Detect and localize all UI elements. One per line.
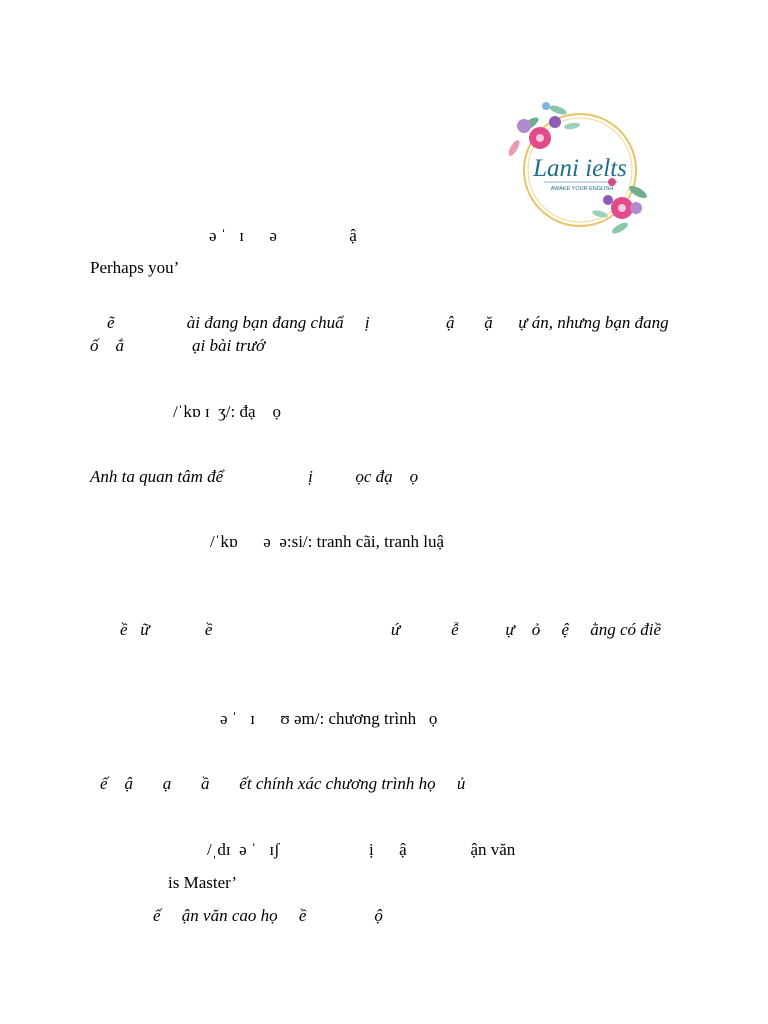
logo-graphic: [500, 96, 656, 246]
phonetic-line-1: ə ˈ ɪ ə ậ: [209, 226, 357, 245]
lani-ielts-logo: [500, 96, 656, 246]
logo-brand-text: Lani ielts: [533, 155, 627, 182]
leaf-icon: [564, 122, 581, 131]
flower-icon: [542, 102, 550, 110]
phonetic-line-2: /ˈkɒ ɪ ʒ/: đạ ọ: [173, 402, 282, 421]
flower-icon: [517, 119, 531, 133]
flower-icon: [630, 202, 642, 214]
phonetic-line-5: /ˌdɪ ə ˈ ɪʃ ị ậ ận văn: [207, 840, 516, 859]
translation-line-2: ố ắ ại bài trướ: [90, 336, 266, 355]
leaf-icon: [506, 138, 521, 157]
flower-icon: [603, 195, 613, 205]
translation-line-1: ẽ ài đang bạn đang chuẩ ị ậ ặ ự án, nhưng bạn đang: [90, 313, 669, 332]
translation-line-6: ế ận văn cao họ ề ộ: [153, 906, 383, 925]
example-line-1: Perhaps you’: [90, 258, 180, 277]
phonetic-line-3: /ˈkɒ ə ə:si/: tranh cãi, tranh luậ: [210, 532, 445, 551]
logo-tagline: AWAKE YOUR ENGLISH: [550, 186, 614, 192]
translation-line-3: Anh ta quan tâm để ị ọc đạ ọ: [90, 467, 419, 486]
leaf-icon: [610, 220, 629, 235]
flower-icon: [549, 116, 561, 128]
phonetic-line-4: ə ˈ ɪ ʊ əm/: chương trình ọ: [220, 709, 438, 728]
leaf-icon: [548, 104, 567, 117]
example-line-2: is Master’: [168, 873, 238, 892]
translation-line-5: ế ậ ạ ầ ết chính xác chương trình họ ủ: [100, 774, 466, 793]
translation-line-4: ề ữ ề ứ ễ ự ỏ ệ ằng có điề: [120, 620, 662, 639]
